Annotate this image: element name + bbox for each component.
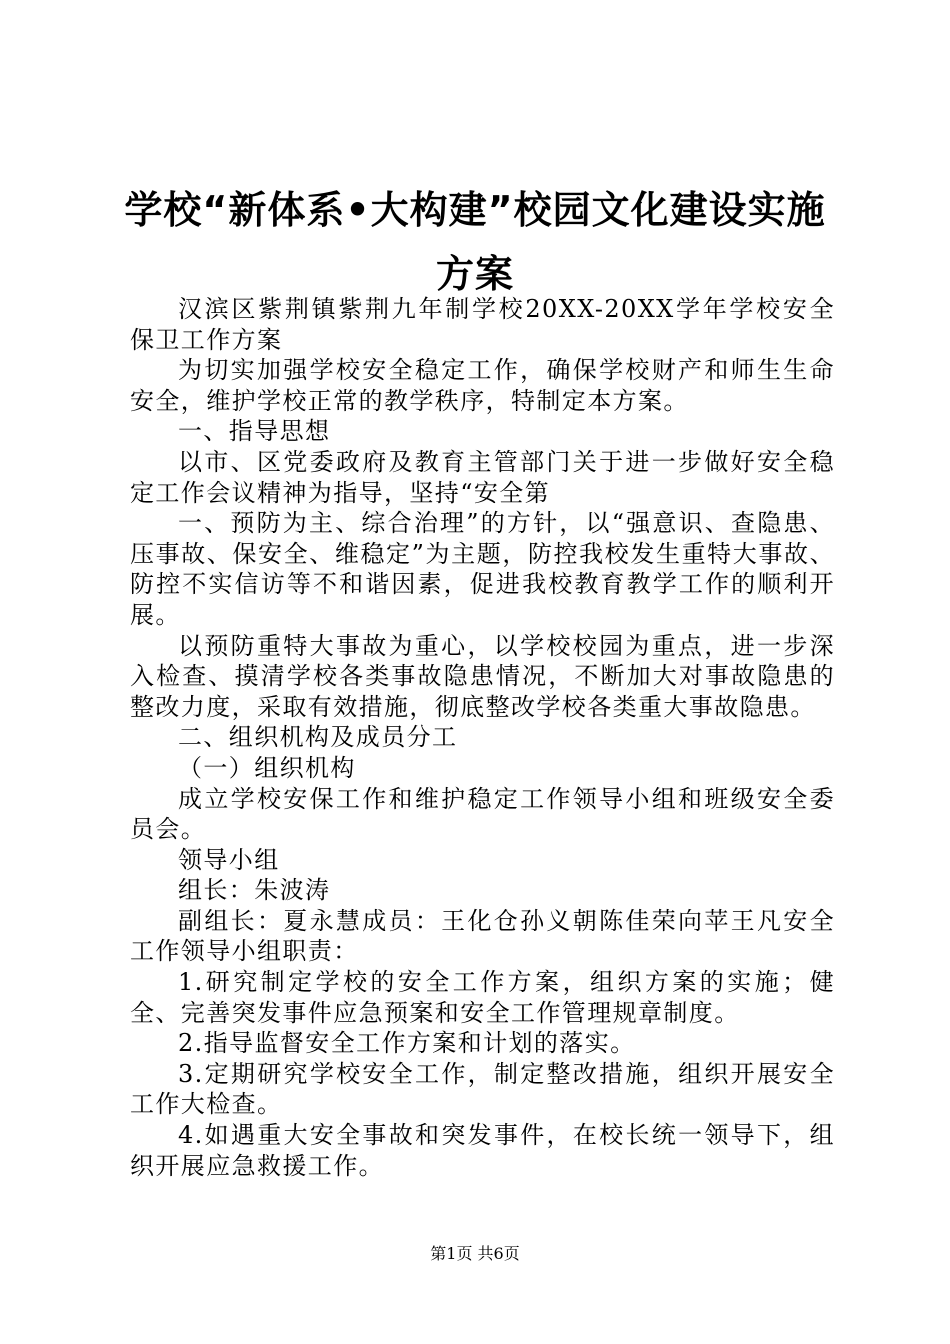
document-title: 学校“新体系•大构建”校园文化建设实施方案	[124, 188, 826, 296]
paragraph: 领导小组	[178, 845, 280, 874]
paragraph: 汉滨区紫荆镇紫荆九年制学校20XX-20XX学年学校安全保卫工作方案	[130, 295, 835, 354]
section-heading: 二、组织机构及成员分工	[178, 723, 458, 752]
paragraph: 以市、区党委政府及教育主管部门关于进一步做好安全稳定工作会议精神为指导，坚持“安全第	[130, 447, 835, 507]
list-item: 4.如遇重大安全事故和突发事件，在校长统一领导下，组织开展应急救援工作。	[130, 1121, 835, 1180]
document-body	[130, 294, 835, 1181]
list-item: 2.指导监督安全工作方案和计划的落实。	[178, 1029, 636, 1058]
subsection-heading: （一）组织机构	[178, 753, 356, 782]
paragraph: 以预防重特大事故为重心，以学校校园为重点，进一步深入检查、摸清学校各类事故隐患情况，不断加大对事故隐患的整改力度，采取有效措施，彻底整改学校各类重大事故隐患。	[130, 631, 835, 721]
page-number: 第1页 共6页	[430, 1244, 520, 1263]
paragraph: 为切实加强学校安全稳定工作，确保学校财产和师生生命安全，维护学校正常的教学秩序，特制定本方案。	[130, 356, 835, 415]
paragraph: 一、预防为主、综合治理”的方针，以“强意识、查隐患、压事故、保安全、维稳定”为主题，防控我校发生重特大事故、防控不实信访等不和谐因素，促进我校教育教学工作的顺利开展。	[130, 509, 835, 629]
paragraph: 副组长：夏永慧成员：王化仓孙义朝陈佳荣向苹王凡安全工作领导小组职责：	[130, 906, 835, 966]
paragraph: 成立学校安保工作和维护稳定工作领导小组和班级安全委员会。	[130, 784, 835, 844]
section-heading: 一、指导思想	[178, 417, 331, 446]
paragraph: 组长：朱波涛	[178, 876, 331, 905]
list-item: 3.定期研究学校安全工作，制定整改措施，组织开展安全工作大检查。	[130, 1059, 835, 1119]
list-item: 1.研究制定学校的安全工作方案，组织方案的实施；健全、完善突发事件应急预案和安全工作管理规章制度。	[130, 968, 835, 1027]
